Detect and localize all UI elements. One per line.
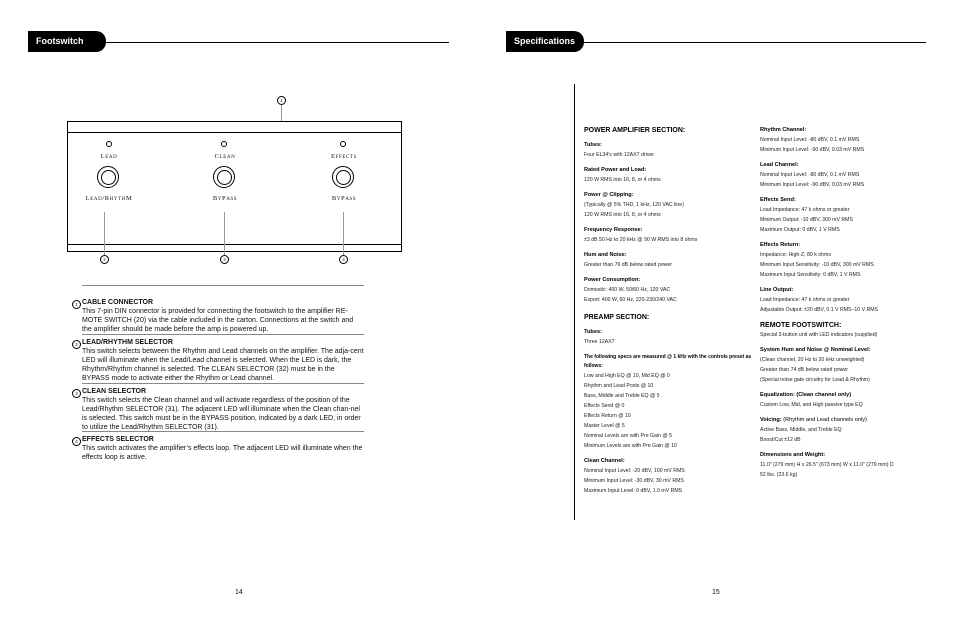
spec-value: Maximum Input Sensitivity: 0 dBV, 1 V RMS [760,272,861,278]
spec-column-2 [760,126,930,486]
spec-value: Adjustable Output: ±20 dBV, 0.1 V RMS–10 V RMS [760,307,878,313]
spec-value: Nominal Input Level: -20 dBV, 100 mV RMS [584,468,685,474]
spec-value: Three 12AX7 [584,339,615,345]
spec-block [760,126,930,155]
legend-title: EFFECTS SELECTOR [82,436,154,443]
spec-block [584,226,754,245]
section-tab-footswitch: Footswitch [28,31,106,52]
legend-text: This switch selects between the Rhythm and Lead channels on the amplifier. The adja-cent LED will illuminate when the Lead/Lead channel is selected. When the LED is dark, the Rhythm/Rhythm channel is selected. The CLEAN SELECTOR (32) must be in the BYPASS mode to activate either the Rhythm or Lead channel. [82,348,364,382]
spec-column-1 [584,126,754,502]
spec-block [760,346,930,385]
footswitch-button-clean [213,166,235,188]
spec-value: Maximum Output: 0 dBV, 1 V RMS [760,227,840,233]
spec-value: Special 3-button unit with LED indicators (supplied) [760,332,878,338]
legend-item [75,435,364,462]
header-rule [106,42,449,43]
spec-heading: Clean Channel: [584,458,625,464]
spec-block [584,276,754,305]
power-section-title: POWER AMPLIFIER SECTION: [584,127,686,134]
header-rule [584,42,926,43]
spec-value: Nominal Input Level: -80 dBV, 0.1 mV RMS [760,137,860,143]
footswitch-button-lead-rhythm [97,166,119,188]
spec-value: Four EL34’s with 12AX7 driver [584,152,654,158]
switch-sublabel-lead-rhythm: Lead/RhythM [85,195,133,202]
spec-value: Active Bass, Middle, and Treble EQ [760,427,842,433]
preset-setting: Effects Return @ 10 [584,413,631,419]
callout-4: 4 [339,255,348,264]
spec-block [760,286,930,315]
legend-divider [82,285,364,286]
spec-block [760,196,930,235]
callout-2: 2 [100,255,109,264]
spec-heading: Effects Return: [760,242,801,248]
spec-value: Nominal Input Level: -80 dBV, 0.1 mV RMS [760,172,860,178]
preset-setting: Effects Send @ 0 [584,403,625,409]
spec-heading: System Hum and Noise @ Nominal Level: [760,347,871,353]
legend-number: 4 [72,437,81,446]
spec-heading: Tubes: [584,142,602,148]
spec-value: 52 lbs. (23.6 kg) [760,472,798,478]
callout-3-leader [224,212,225,255]
legend-item [75,338,364,383]
spec-block [760,161,930,190]
remote-footswitch-title: REMOTE FOOTSWITCH: [760,322,842,329]
switch-label-lead: Lead [100,153,118,160]
switch-label-effects: Effects [331,153,357,160]
spec-value: Minimum Input Level: -90 dBV, 0.03 mV RMS [760,147,865,153]
switch-sublabel-clean-bypass: ByPass [212,195,238,202]
spec-heading: Power Consumption: [584,277,641,283]
legend-divider [82,431,364,432]
callout-2-leader [104,212,105,255]
spec-vertical-rule [574,84,575,520]
spec-block [760,416,930,445]
spec-value: 120 W RMS into 16, 8, or 4 ohms [584,212,661,218]
legend-divider [82,334,364,335]
preset-setting: Low and High EQ @ 10, Mid EQ @ 0 [584,373,670,379]
spec-heading: Effects Send: [760,197,796,203]
spec-value: (Special noise gate circuitry for Lead & Rhythm) [760,377,870,383]
spec-heading: Voicing: (Rhythm and Lead channels only) [760,417,867,423]
legend-divider [82,383,364,384]
spec-value: Load Impedance: 47 k ohms or greater [760,207,850,213]
spec-value: Boost/Cut ±12 dB [760,437,801,443]
spec-heading: Rhythm Channel: [760,127,807,133]
spec-value: Greater than 74 dB below rated power [760,367,848,373]
preset-setting: Bass, Middle and Treble EQ @ 5 [584,393,660,399]
spec-value: Minimum Input Level: -90 dBV, 0.03 mV RMS [760,182,865,188]
legend-number: 2 [72,340,81,349]
page-number-left: 14 [235,589,243,596]
spec-heading: Lead Channel: [760,162,799,168]
spec-block [760,241,930,280]
spec-value: 120 W RMS into 16, 8, or 4 ohms [584,177,661,183]
legend-text: This switch activates the amplifier’s effects loop. The adjacent LED will illuminate when the effects loop is active. [82,445,363,461]
legend-text: This switch selects the Clean channel and will activate regardless of the position of the Lead/Rhythm SELECTOR (31). The adjacent LED will illuminate when the Clean chan-nel is selected. This switch must be in the BYPASS position, indicated by a dark LED, in order to utilize the Lead/Rhythm SELECTOR (31). [82,397,361,431]
spec-value: Custom Low, Mid, and High passive type EQ [760,402,863,408]
switch-sublabel-effects-bypass: ByPass [331,195,357,202]
spec-value: (Typically @ 5% THD, 1 kHz, 120 VAC line) [584,202,684,208]
spec-block [584,191,754,220]
switch-label-clean: Clean [214,153,236,160]
spec-inline-note: (Rhythm and Lead channels only) [781,417,867,423]
spec-heading: Frequency Response: [584,227,643,233]
spec-value: Load Impedance: 47 k ohms or greater [760,297,850,303]
preset-setting: Master Level @ 5 [584,423,625,429]
spec-heading: Line Output: [760,287,794,293]
spec-value: Minimum Output: -10 dBV, 300 mV RMS [760,217,853,223]
legend-text: This 7-pin DIN connector is provided for connecting the footswitch to the amplifier RE-MOTE SWITCH (20) via the cable included in the carton. Connections at the switch and the amplifier should be made before the amp is powered up. [82,308,354,333]
preamp-section-title: PREAMP SECTION: [584,314,650,321]
spec-value: Domestic: 400 W, 50/60 Hz, 120 VAC [584,287,671,293]
footswitch-drawing [67,121,402,252]
spec-heading: Tubes: [584,329,602,335]
spec-value: Minimum Input Sensitivity: -10 dBV, 300 mV RMS [760,262,874,268]
spec-heading: Equalization: (Clean channel only) [760,392,852,398]
callout-1-leader [281,105,282,121]
callout-1: 1 [277,96,286,105]
led-lead [106,141,112,147]
spec-value: (Clean channel, 20 Hz to 20 kHz unweighted) [760,357,865,363]
preset-setting: Nominal Levels are with Pre Gain @ 5 [584,433,673,439]
spec-value: ±3 dB 50 Hz to 20 kHz @ 90 W RMS into 8 ohms [584,237,698,243]
spec-heading: Hum and Noise: [584,252,627,258]
preset-note: The following specs are measured @ 1 kHz with the controls preset as follows: [584,354,752,369]
led-effects [340,141,346,147]
spec-value: Greater than 76 dB below rated power [584,262,672,268]
footswitch-button-effects [332,166,354,188]
legend-item [75,387,364,432]
callout-3: 3 [220,255,229,264]
spec-value: Impedance: High-Z, 80 k ohms [760,252,831,258]
spec-block [584,166,754,185]
legend-title: CLEAN SELECTOR [82,388,147,395]
spec-value: Maximum Input Level: 0 dBV, 1.0 mV RMS [584,488,683,494]
spec-block [584,141,754,160]
page-number-right: 15 [712,589,720,596]
spec-block [760,451,930,480]
legend-title: LEAD/RHYTHM SELECTOR [82,339,173,346]
spec-heading: Dimensions and Weight: [760,452,826,458]
preset-setting: Minimum Levels are with Pre Gain @ 10 [584,443,677,449]
led-clean [221,141,227,147]
preset-setting: Rhythm and Lead Posts @ 10 [584,383,654,389]
spec-value: Minimum Input Level: -30 dBV, 30 mV RMS [584,478,684,484]
spec-value: Export: 400 W, 60 Hz, 220-230/240 VAC [584,297,677,303]
section-tab-specifications: Specifications [506,31,584,52]
spec-block [760,391,930,410]
legend-number: 3 [72,389,81,398]
spec-block [584,251,754,270]
spec-heading: Rated Power and Load: [584,167,647,173]
spec-value: 11.0" (279 mm) H x 26.5" (673 mm) W x 11.0" (279 mm) D [760,462,894,468]
legend-title: CABLE CONNECTOR [82,299,154,306]
spec-heading: Power @ Clipping: [584,192,634,198]
legend-item [75,298,364,334]
legend-number: 1 [72,300,81,309]
callout-4-leader [343,212,344,255]
